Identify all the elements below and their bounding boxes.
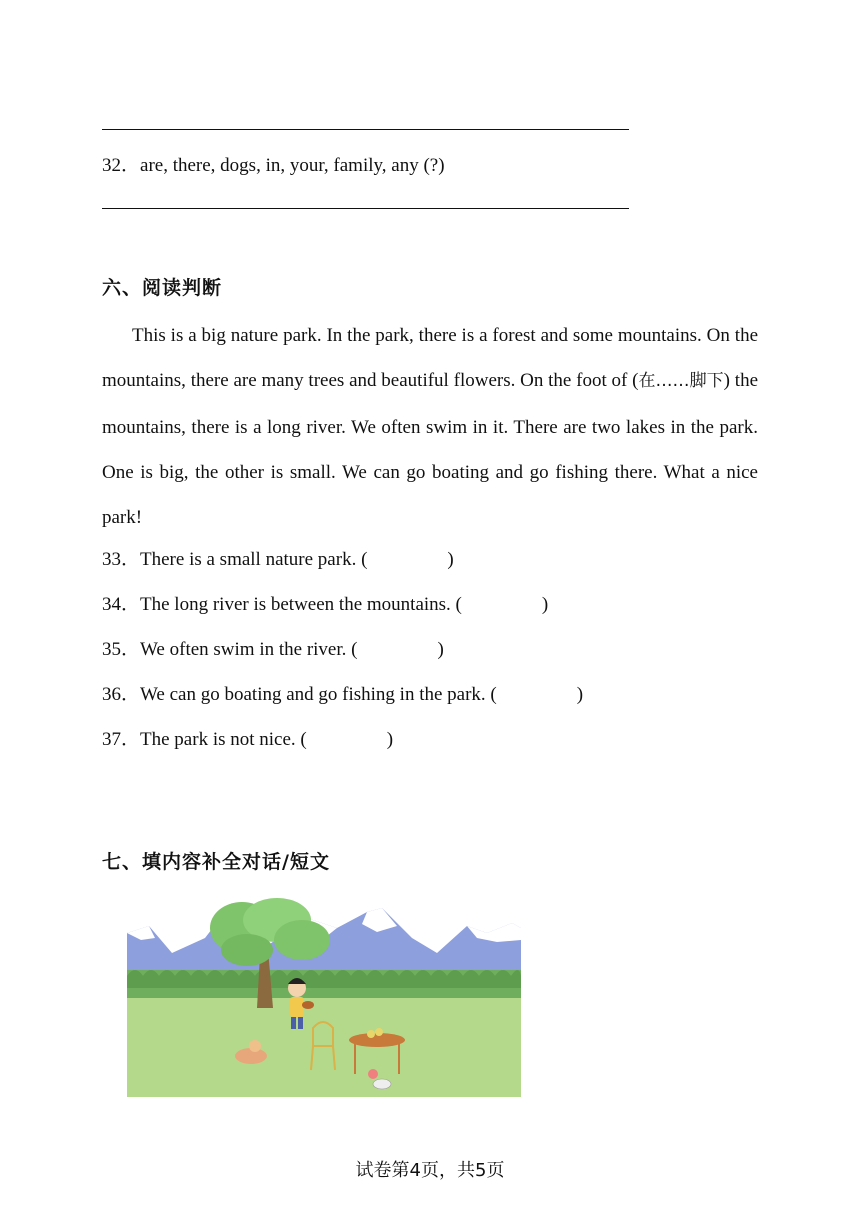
question-34 — [102, 589, 548, 616]
question-number: 37． — [102, 729, 141, 750]
answer-line-31 — [102, 129, 629, 130]
park-illustration — [127, 898, 521, 1097]
question-text: We often swim in the river. ( — [140, 639, 358, 660]
passage-cjk-gloss: 在……脚下 — [638, 371, 724, 392]
question-text: are, there, dogs, in, your, family, any (?) — [140, 155, 445, 176]
question-text: There is a small nature park. ( — [140, 549, 368, 570]
close-paren: ) — [386, 729, 394, 750]
question-number: 34． — [102, 594, 141, 615]
answer-line-32 — [102, 208, 629, 209]
reading-passage — [102, 313, 758, 540]
passage-part-2: ) the mountains, there is a long river. We often swim in it. There are two lakes in the park. One is big, the other is small. We can go boating and go fishing there. What a nice park! — [102, 370, 758, 529]
passage-part-1: This is a big nature park. In the park, there is a forest and some mountains. On the mountains, there are many trees and beautiful flowers. On the foot of ( — [102, 325, 758, 392]
close-paren: ) — [447, 549, 454, 570]
close-paren: ) — [576, 684, 584, 705]
section-6-heading: 六、阅读判断 — [102, 277, 223, 299]
grass-field — [127, 998, 521, 1097]
question-33 — [102, 544, 454, 571]
question-36 — [102, 679, 583, 706]
question-number: 33． — [102, 549, 141, 570]
section-7-heading: 七、填内容补全对话/短文 — [102, 851, 330, 873]
question-32 — [102, 150, 445, 177]
question-number: 36． — [102, 684, 141, 705]
question-text: The long river is between the mountains. ( — [140, 594, 462, 615]
close-paren: ) — [437, 639, 444, 660]
page-footer: 试卷第4页，共5页 — [355, 1160, 505, 1181]
question-text: We can go boating and go fishing in the park. ( — [140, 684, 497, 705]
question-number: 35． — [102, 639, 141, 660]
question-35 — [102, 634, 444, 661]
question-text: The park is not nice. ( — [140, 729, 307, 750]
question-number: 32． — [102, 155, 141, 176]
question-37 — [102, 724, 393, 751]
close-paren: ) — [541, 594, 549, 615]
